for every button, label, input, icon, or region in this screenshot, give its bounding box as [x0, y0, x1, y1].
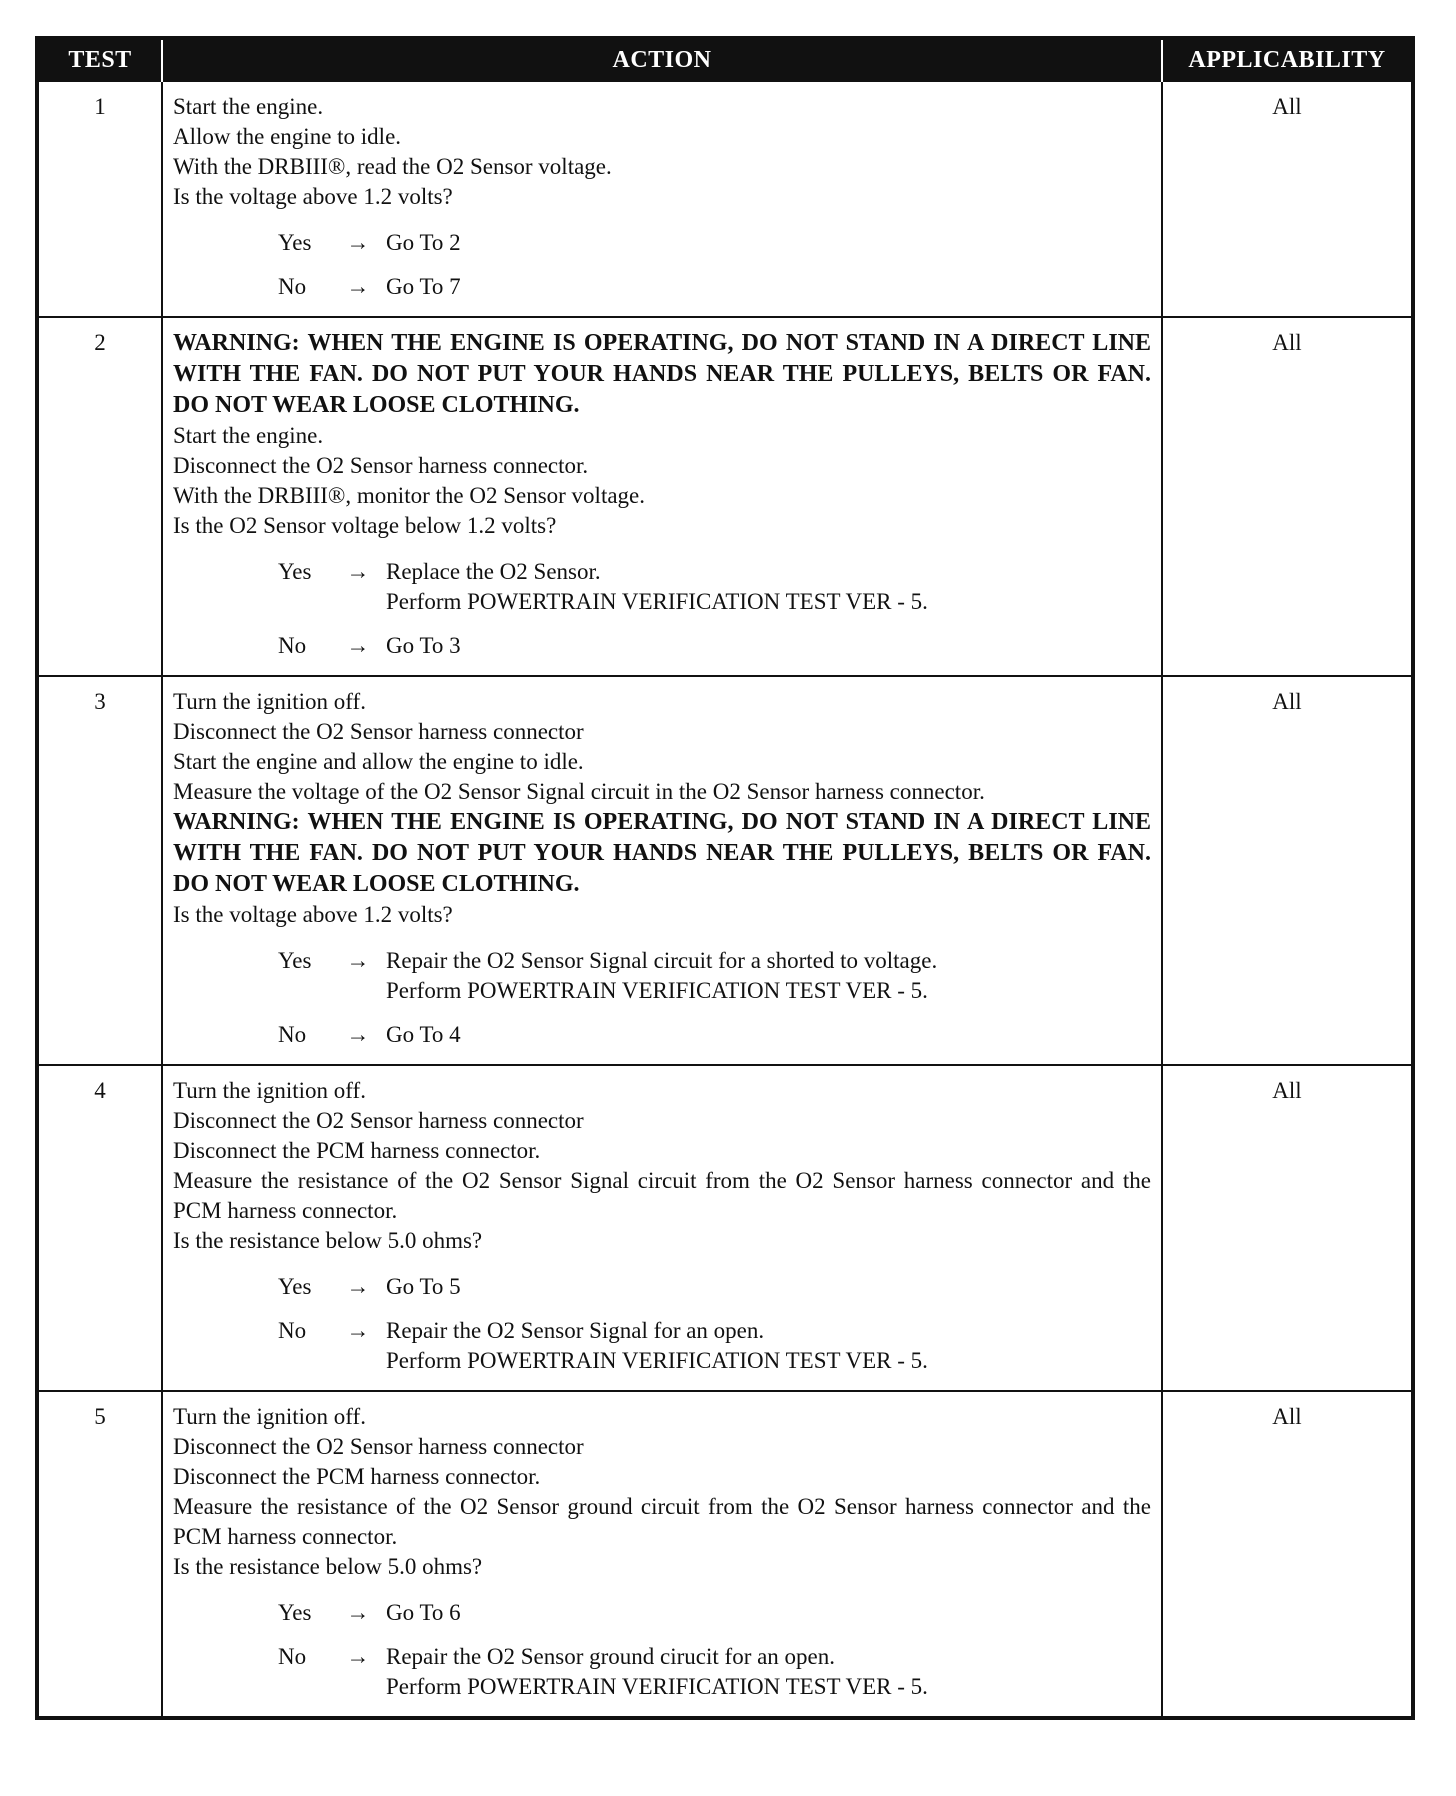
applicability-value: All: [1162, 1391, 1413, 1718]
action-step: Disconnect the PCM harness connector.: [173, 1138, 541, 1163]
test-row: [37, 1391, 1413, 1718]
decision-branches: [173, 228, 1151, 302]
arrow-right-icon: →: [346, 1022, 370, 1047]
branch-result: [386, 1020, 1151, 1050]
diagnostic-test-table: [35, 36, 1415, 1720]
arrow-right-icon: →: [346, 1318, 370, 1343]
header-row: [37, 38, 1413, 81]
decision-branch-yes: [278, 1598, 1151, 1628]
action-cell: [162, 81, 1162, 317]
branch-label: No: [278, 1644, 307, 1669]
decision-branch-yes: [278, 946, 1151, 1006]
branch-result-line: Perform POWERTRAIN VERIFICATION TEST VER - 5.: [386, 1674, 928, 1699]
branch-result-line: Go To 4: [386, 1022, 461, 1047]
decision-branch-no: [278, 1642, 1151, 1702]
branch-result: [386, 1272, 1151, 1302]
arrow-right-icon: →: [346, 1274, 370, 1299]
branch-result: [386, 1598, 1151, 1628]
decision-branches: [173, 1598, 1151, 1702]
branch-result: [386, 631, 1151, 661]
action-step: Is the voltage above 1.2 volts?: [173, 184, 453, 209]
test-number: 2: [37, 317, 162, 676]
test-row: [37, 317, 1413, 676]
branch-result: [386, 272, 1151, 302]
action-step: Is the O2 Sensor voltage below 1.2 volts?: [173, 513, 557, 538]
action-step: Disconnect the O2 Sensor harness connector.: [173, 453, 589, 478]
applicability-value: All: [1162, 676, 1413, 1065]
branch-result: [386, 946, 1151, 1006]
action-step: Start the engine.: [173, 94, 324, 119]
action-step: Start the engine and allow the engine to idle.: [173, 749, 584, 774]
applicability-value: All: [1162, 81, 1413, 317]
arrow-right-icon: →: [346, 230, 370, 255]
decision-branch-no: [278, 1020, 1151, 1050]
header-test: TEST: [37, 38, 162, 81]
branch-result: [386, 557, 1151, 617]
branch-result: [386, 1642, 1151, 1702]
action-step: Allow the engine to idle.: [173, 124, 402, 149]
decision-branch-no: [278, 272, 1151, 302]
action-step: With the DRBIII®, read the O2 Sensor voltage.: [173, 154, 612, 179]
arrow-right-icon: →: [346, 1600, 370, 1625]
branch-result-line: Go To 3: [386, 633, 461, 658]
decision-branch-yes: [278, 557, 1151, 617]
test-row: [37, 1065, 1413, 1391]
decision-branches: [173, 946, 1151, 1050]
action-step: Disconnect the O2 Sensor harness connector: [173, 719, 584, 744]
branch-result: [386, 228, 1151, 258]
decision-branch-no: [278, 1316, 1151, 1376]
decision-branch-yes: [278, 228, 1151, 258]
applicability-value: All: [1162, 1065, 1413, 1391]
arrow-right-icon: →: [346, 1644, 370, 1669]
action-step: Is the resistance below 5.0 ohms?: [173, 1228, 483, 1253]
action-cell: [162, 317, 1162, 676]
branch-result-line: Perform POWERTRAIN VERIFICATION TEST VER - 5.: [386, 978, 928, 1003]
test-number: 5: [37, 1391, 162, 1718]
branch-label: No: [278, 1318, 307, 1343]
diagnostic-test-page: [35, 36, 1411, 1720]
warning-text: WARNING: WHEN THE ENGINE IS OPERATING, DO NOT STAND IN A DIRECT LINE WITH THE FAN. DO NOT PUT YOUR HANDS NEAR THE PULLEYS, BELTS OR FAN. DO NOT WEAR LOOSE CLOTHING.: [173, 330, 1151, 418]
action-step: Measure the resistance of the O2 Sensor ground circuit from the O2 Sensor harness connector and the PCM harness connector.: [173, 1494, 1151, 1549]
branch-label: No: [278, 633, 307, 658]
arrow-right-icon: →: [346, 948, 370, 973]
action-step: Disconnect the O2 Sensor harness connector: [173, 1108, 584, 1133]
decision-branches: [173, 557, 1151, 661]
branch-result-line: Repair the O2 Sensor Signal circuit for a shorted to voltage.: [386, 948, 938, 973]
branch-result: [386, 1316, 1151, 1376]
branch-result-line: Perform POWERTRAIN VERIFICATION TEST VER - 5.: [386, 1348, 928, 1373]
action-step: With the DRBIII®, monitor the O2 Sensor voltage.: [173, 483, 646, 508]
warning-text: WARNING: WHEN THE ENGINE IS OPERATING, DO NOT STAND IN A DIRECT LINE WITH THE FAN. DO NOT PUT YOUR HANDS NEAR THE PULLEYS, BELTS OR FAN. DO NOT WEAR LOOSE CLOTHING.: [173, 809, 1151, 897]
branch-result-line: Go To 7: [386, 274, 461, 299]
test-number: 3: [37, 676, 162, 1065]
test-number: 4: [37, 1065, 162, 1391]
arrow-right-icon: →: [346, 633, 370, 658]
applicability-value: All: [1162, 317, 1413, 676]
branch-result-line: Go To 5: [386, 1274, 461, 1299]
action-step: Is the resistance below 5.0 ohms?: [173, 1554, 483, 1579]
arrow-right-icon: →: [346, 274, 370, 299]
action-step: Turn the ignition off.: [173, 1078, 366, 1103]
branch-label: Yes: [278, 559, 312, 584]
branch-label: Yes: [278, 230, 312, 255]
decision-branches: [173, 1272, 1151, 1376]
decision-branch-no: [278, 631, 1151, 661]
action-cell: [162, 1391, 1162, 1718]
branch-result-line: Repair the O2 Sensor Signal for an open.: [386, 1318, 765, 1343]
branch-result-line: Replace the O2 Sensor.: [386, 559, 601, 584]
test-row: [37, 676, 1413, 1065]
header-action: ACTION: [162, 38, 1162, 81]
branch-label: No: [278, 274, 307, 299]
branch-label: Yes: [278, 1600, 312, 1625]
table-body: [37, 81, 1413, 1718]
branch-label: Yes: [278, 948, 312, 973]
branch-result-line: Go To 2: [386, 230, 461, 255]
action-cell: [162, 676, 1162, 1065]
decision-branch-yes: [278, 1272, 1151, 1302]
action-step: Turn the ignition off.: [173, 689, 366, 714]
action-cell: [162, 1065, 1162, 1391]
branch-result-line: Go To 6: [386, 1600, 461, 1625]
action-step: Disconnect the PCM harness connector.: [173, 1464, 541, 1489]
branch-result-line: Repair the O2 Sensor ground cirucit for an open.: [386, 1644, 836, 1669]
action-step: Disconnect the O2 Sensor harness connector: [173, 1434, 584, 1459]
branch-label: Yes: [278, 1274, 312, 1299]
action-step: Measure the resistance of the O2 Sensor Signal circuit from the O2 Sensor harness connector and the PCM harness connector.: [173, 1168, 1151, 1223]
action-step: Is the voltage above 1.2 volts?: [173, 902, 453, 927]
test-row: [37, 81, 1413, 317]
test-number: 1: [37, 81, 162, 317]
action-step: Start the engine.: [173, 423, 324, 448]
action-step: Measure the voltage of the O2 Sensor Signal circuit in the O2 Sensor harness connector.: [173, 779, 985, 804]
header-applicability: APPLICABILITY: [1162, 38, 1413, 81]
arrow-right-icon: →: [346, 559, 370, 584]
branch-result-line: Perform POWERTRAIN VERIFICATION TEST VER - 5.: [386, 589, 928, 614]
action-step: Turn the ignition off.: [173, 1404, 366, 1429]
branch-label: No: [278, 1022, 307, 1047]
